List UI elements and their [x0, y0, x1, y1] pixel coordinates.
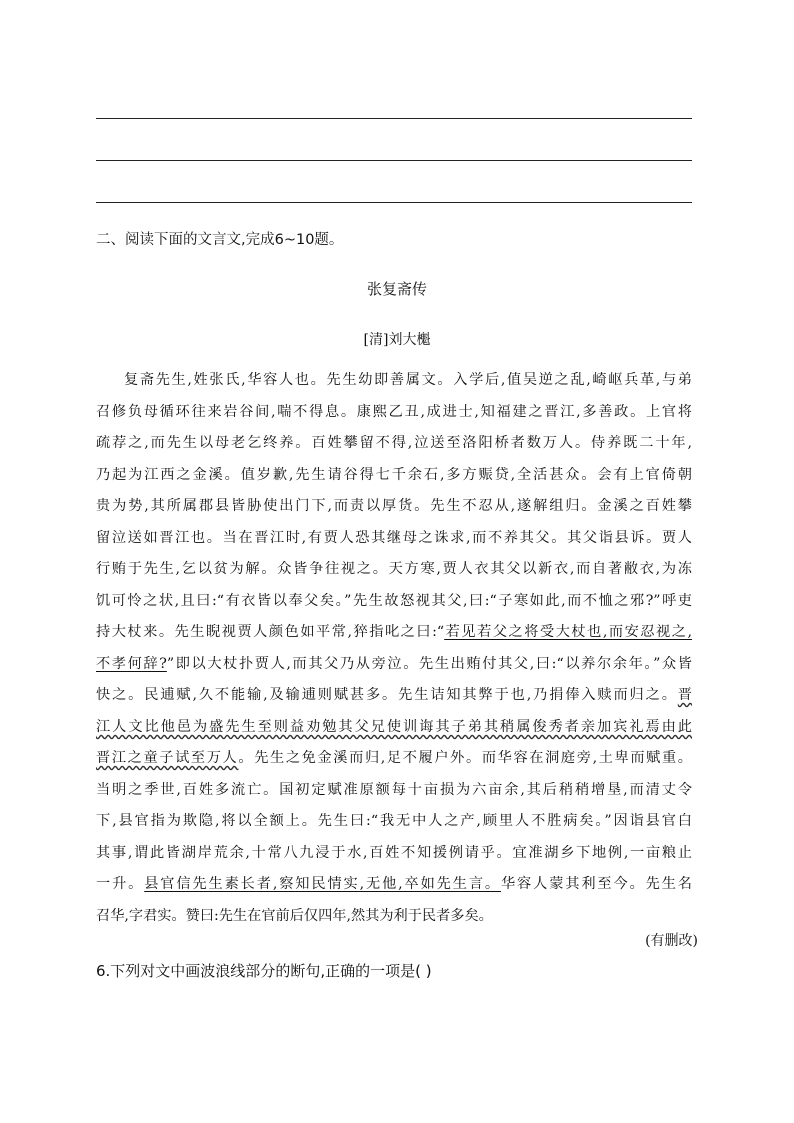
passage-title: 张复斋传 [366, 280, 427, 298]
passage-line: 疏荐之,而先生以母老乞终养。百姓攀留不得,泣送至洛阳桥者数万人。侍养既二十年, [96, 435, 692, 451]
underlined-sentence: 不孝何辞? [96, 656, 167, 672]
wavy-underlined-text: 晋 [677, 687, 692, 703]
wavy-underlined-text: 晋江之童子试至万人 [96, 750, 239, 766]
passage-text: 持大杖来。先生睨视贾人颜色如平常,猝指叱之曰:“ [96, 624, 445, 640]
passage-text: 一升。 [96, 876, 145, 892]
edited-note: (有删改) [645, 933, 698, 949]
section-heading: 二、阅读下面的文言文,完成6~10题。 [96, 232, 344, 248]
wavy-underlined-text: 江人文比他邑为盛先生至则益劝勉其父兄使训诲其子弟其稍属俊秀者亲加宾礼焉由此 [96, 719, 692, 735]
passage-line: 行贿于先生,乞以贫为解。众皆争往视之。天方寒,贾人衣其父以新衣,而自著敝衣,为冻 [96, 561, 692, 577]
passage-line: 下,县官指为欺隐,将以全额上。先生曰:“我无中人之产,顾里人不胜病矣。”因诣县官白 [96, 813, 692, 829]
passage-line [96, 685, 692, 705]
passage-line [96, 717, 692, 737]
passage-line: 召华,字君实。赞曰:先生在官前后仅四年,然其为利于民者多矣。 [96, 908, 493, 924]
passage-text: 快之。民逋赋,久不能输,及输逋则赋甚多。先生诘知其弊于也,乃捐俸入赎而归之。 [96, 687, 678, 703]
passage-line: 乃起为江西之金溪。值岁歉,先生请谷得七千余石,多方赈贷,全活甚众。会有上官倚朝 [96, 467, 692, 483]
passage-line [96, 622, 692, 642]
passage-line: 召修负母循环往来岩谷间,喘不得息。康熙乙丑,成进士,知福建之晋江,多善政。上官将 [96, 404, 692, 420]
passage-line: 当明之季世,百姓多流亡。国初定赋准原额每十亩损为六亩余,其后稍稍增垦,而清丈令 [96, 782, 692, 798]
passage-line [96, 654, 692, 674]
passage-line: 复斋先生,姓张氏,华容人也。先生幼即善属文。入学后,值吴逆之乱,崎岖兵革,与弟 [124, 372, 692, 388]
underlined-sentence: 若见若父之将受大杖也,而安忍视之, [444, 624, 693, 640]
question-6: 6.下列对文中画波浪线部分的断句,正确的一项是( ) [96, 962, 432, 980]
passage-line [96, 874, 692, 894]
passage-text: ”即以大杖扑贾人,而其父乃从旁泣。先生出贿付其父,曰:“以养尔余年。”众皆 [166, 656, 692, 672]
passage-line: 贵为势,其所属郡县皆胁使出门下,而责以厚货。先生不忍从,遂解组归。金溪之百姓攀 [96, 498, 692, 514]
passage-line: 饥可怜之状,且曰:“有衣皆以奉父矣。”先生故怒视其父,曰:“子寒如此,而不恤之邪?”呼吏 [96, 593, 692, 609]
passage-text: 。先生之免金溪而归,足不履户外。而华容在洞庭旁,土卑而赋重。 [238, 750, 692, 766]
answer-line-1 [96, 118, 692, 119]
passage-text: 华容人蒙其利至今。先生名 [500, 876, 692, 892]
answer-line-2 [96, 160, 692, 161]
passage-line: 留泣送如晋江也。当在晋江时,有贾人恐其继母之诛求,而不养其父。其父诣县诉。贾人 [96, 530, 692, 546]
answer-line-3 [96, 202, 692, 203]
passage-author: [清]刘大櫆 [363, 332, 431, 348]
passage-line: 其事,谓此皆湖岸荒余,十常八九浸于水,百姓不知援例请乎。宜准湖乡下地例,一亩粮止 [96, 845, 692, 861]
underlined-sentence: 县官信先生素长者,察知民情实,无他,卒如先生言。 [144, 876, 501, 892]
passage-line [96, 748, 692, 768]
